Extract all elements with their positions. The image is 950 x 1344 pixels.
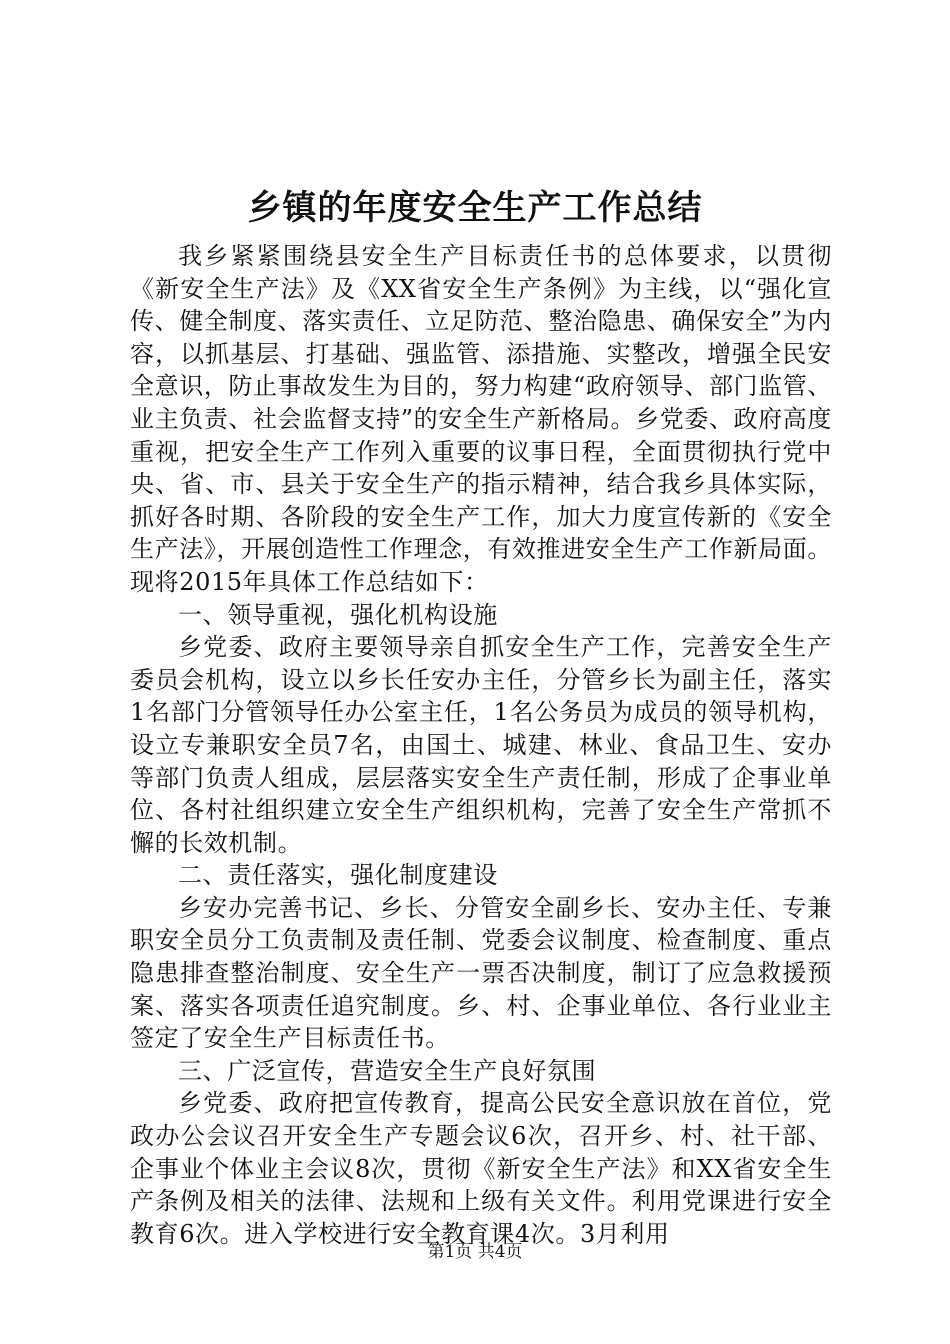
- section-body-2: 乡安办完善书记、乡长、分管安全副乡长、安办主任、专兼职安全员分工负责制及责任制、党委会议制度、检查制度、重点隐患排查整治制度、安全生产一票否决制度，制订了应急救援预案、落实各项责任追究制度。乡、村、企事业单位、各行业业主签定了安全生产目标责任书。: [130, 893, 832, 1053]
- document-title: 乡镇的年度安全生产工作总结: [247, 188, 703, 228]
- section-heading-2: 二、责任落实，强化制度建设: [178, 861, 498, 890]
- section-body-1: 乡党委、政府主要领导亲自抓安全生产工作，完善安全生产委员会机构，设立以乡长任安办主任，分管乡长为副主任，落实1名部门分管领导任办公室主任，1名公务员为成员的领导机构，设立专兼职安全员7名，由国土、城建、林业、食品卫生、安办等部门负责人组成，层层落实安全生产责任制，形成了企事业单位、各村社组织建立安全生产组织机构，完善了安全生产常抓不懈的长效机制。: [130, 633, 832, 857]
- page-footer: 第1页 共4页: [427, 1242, 523, 1262]
- intro-paragraph: 我乡紧紧围绕县安全生产目标责任书的总体要求，以贯彻《新安全生产法》及《XX省安全生产条例》为主线，以“强化宣传、健全制度、落实责任、立足防范、整治隐患、确保安全”为内容，以抓基层、打基础、强监管、添措施、实整改，增强全民安全意识，防止事故发生为目的，努力构建“政府领导、部门监管、业主负责、社会监督支持”的安全生产新格局。乡党委、政府高度重视，把安全生产工作列入重要的议事日程，全面贯彻执行党中央、省、市、县关于安全生产的指示精神，结合我乡具体实际，抓好各时期、各阶段的安全生产工作，加大力度宣传新的《安全生产法》，开展创造性工作理念，有效推进安全生产工作新局面。现将2015年具体工作总结如下：: [130, 242, 832, 596]
- document-body: [130, 240, 832, 1250]
- section-heading-3: 三、广泛宣传，营造安全生产良好氛围: [178, 1056, 597, 1085]
- section-body-3: 乡党委、政府把宣传教育，提高公民安全意识放在首位，党政办公会议召开安全生产专题会议6次，召开乡、村、社干部、企事业个体业主会议8次，贯彻《新安全生产法》和XX省安全生产条例及相关的法律、法规和上级有关文件。利用党课进行安全教育6次。进入学校进行安全教育课4次。3月利用: [130, 1089, 832, 1248]
- section-heading-1: 一、领导重视，强化机构设施: [178, 600, 498, 629]
